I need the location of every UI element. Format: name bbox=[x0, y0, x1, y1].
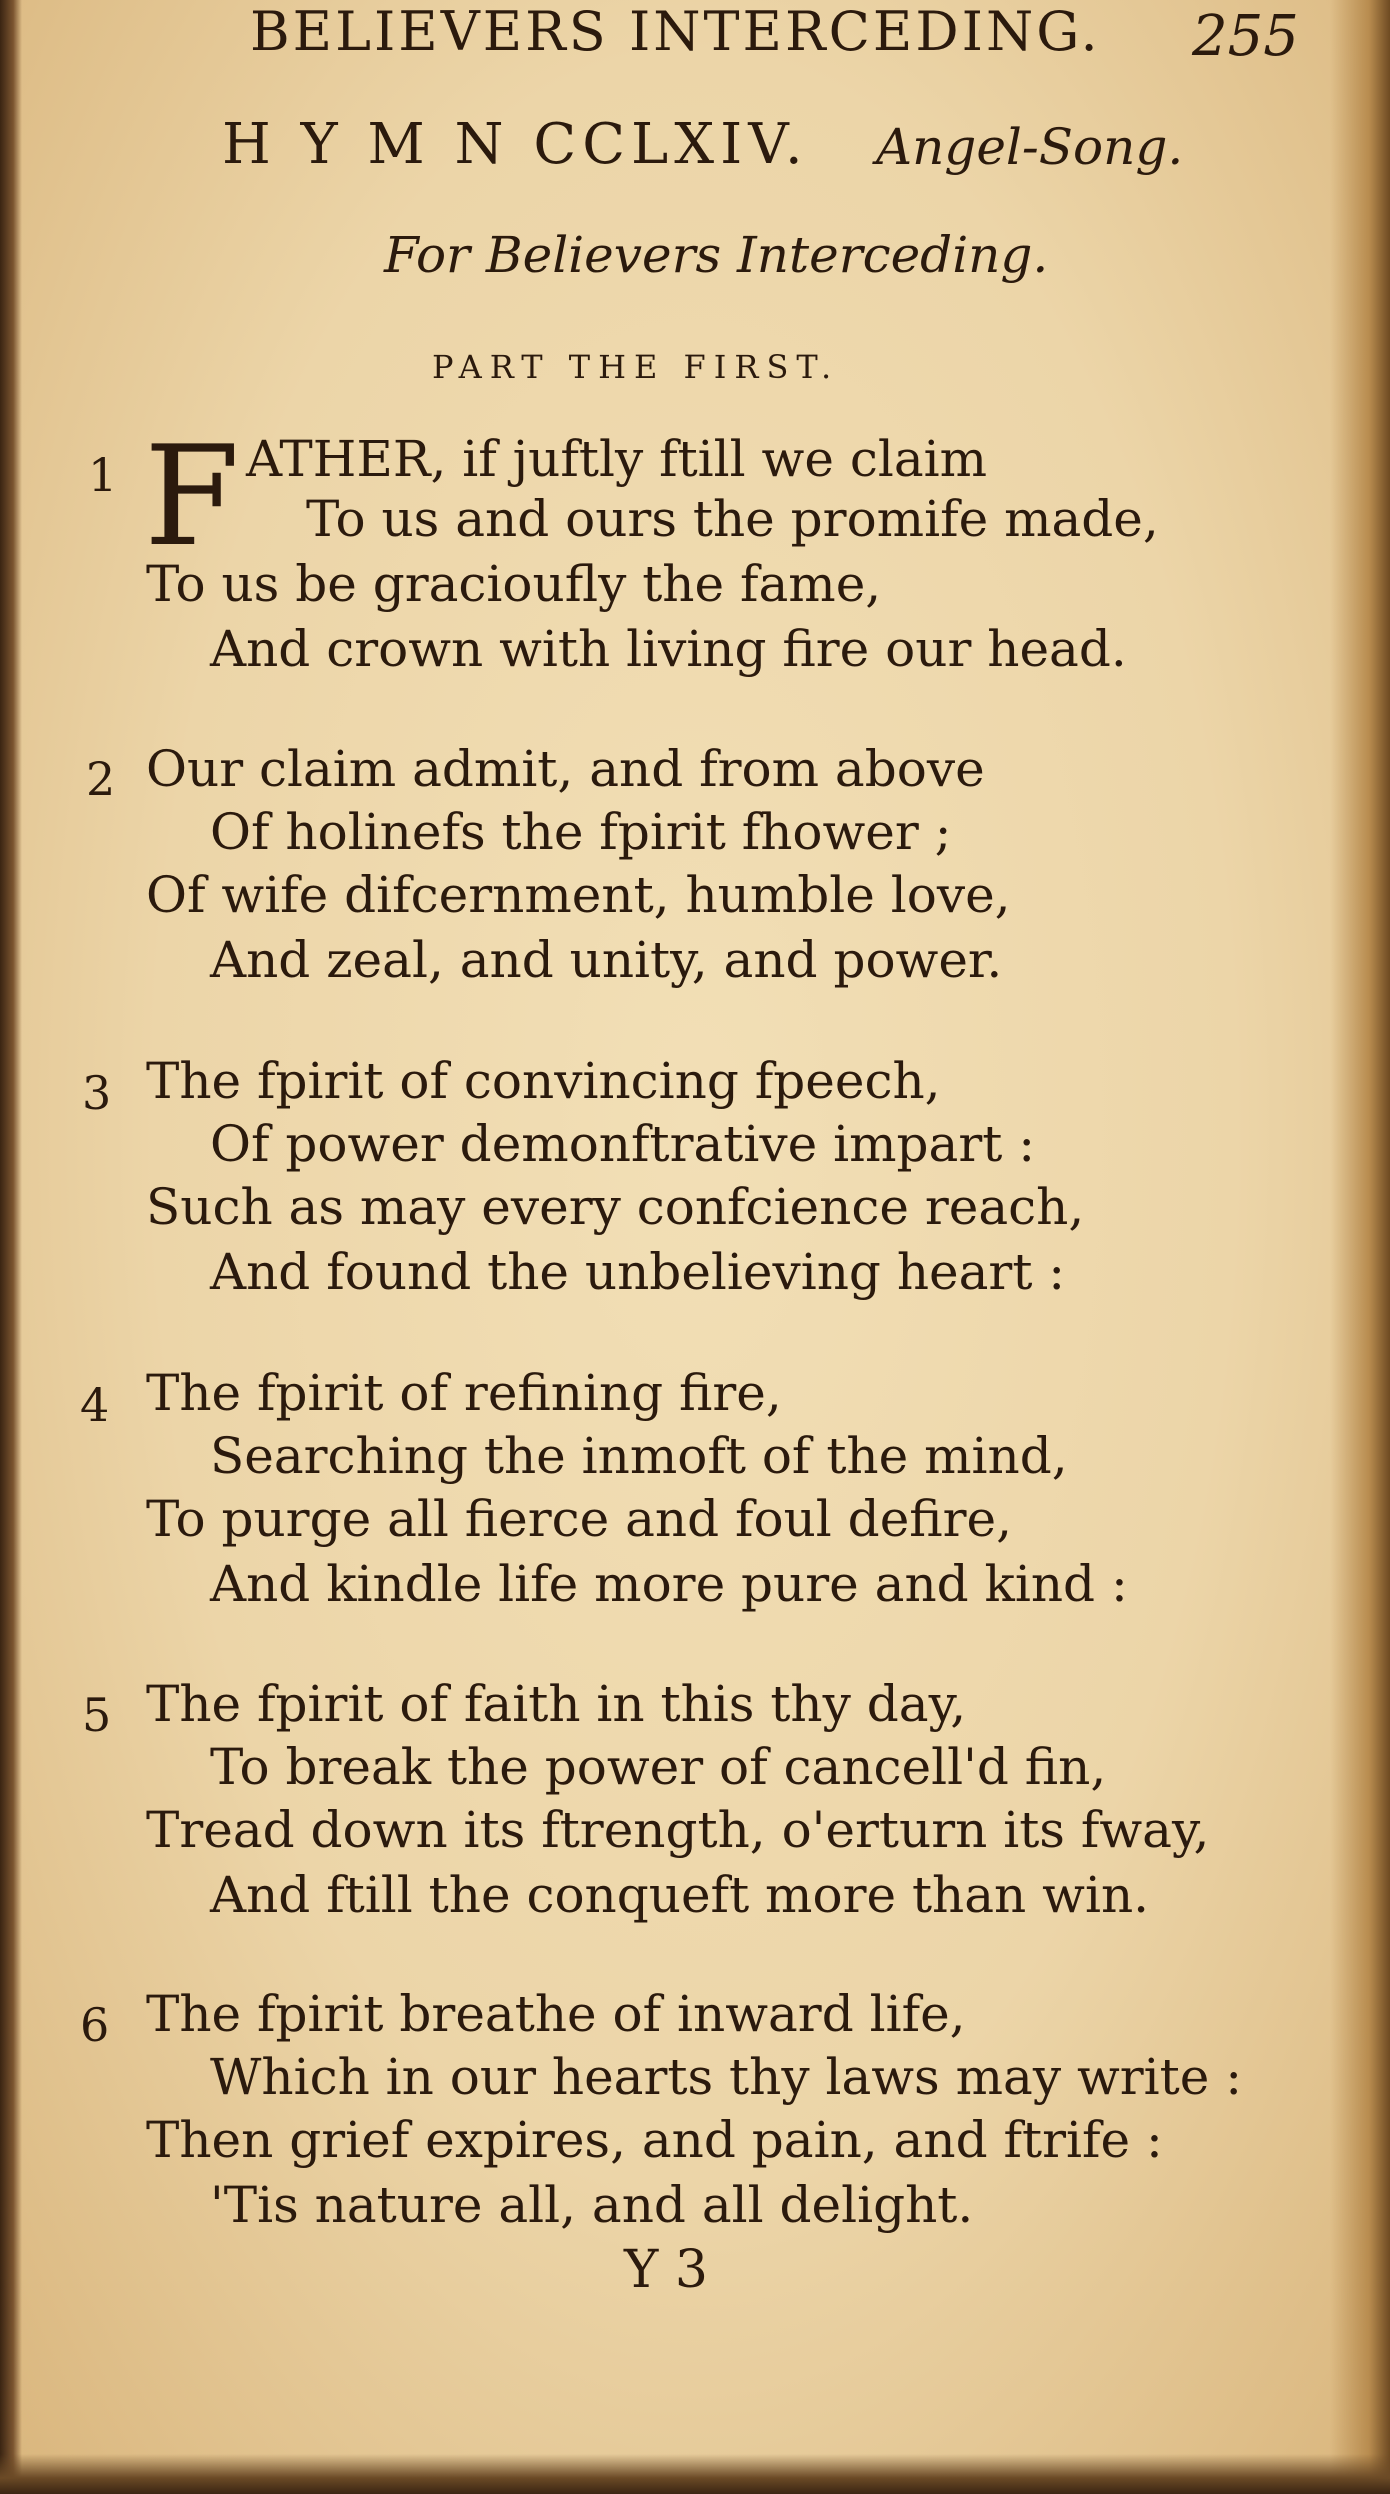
verse-line: And kindle life more pure and kind : bbox=[210, 1555, 1128, 1613]
verse-line: Of wife difcernment, humble love, bbox=[146, 866, 1011, 924]
verse-line: And crown with living fire our head. bbox=[210, 620, 1127, 678]
stanza-number: 2 bbox=[86, 752, 116, 806]
verse-line: And ftill the conqueft more than win. bbox=[210, 1866, 1150, 1924]
page-bottom-edge bbox=[0, 2454, 1390, 2494]
verse-line: Of holinefs the fpirit fhower ; bbox=[210, 803, 952, 861]
stanza-number: 3 bbox=[82, 1066, 112, 1120]
stanza-number: 5 bbox=[82, 1688, 112, 1742]
verse-line: Our claim admit, and from above bbox=[146, 740, 985, 798]
verse-line: To purge all fierce and foul defire, bbox=[146, 1490, 1013, 1548]
running-head: BELIEVERS INTERCEDING. bbox=[250, 0, 1101, 63]
verse-line: To us and ours the promife made, bbox=[306, 490, 1159, 548]
hymn-title: H Y M N CCLXIV. bbox=[222, 112, 809, 177]
stanza-number: 4 bbox=[80, 1378, 110, 1432]
hymn-tune: Angel-Song. bbox=[876, 118, 1184, 176]
verse-line: The fpirit of faith in this thy day, bbox=[146, 1675, 967, 1733]
stanza-number: 6 bbox=[80, 1998, 110, 2052]
page-gutter-shadow bbox=[0, 0, 22, 2494]
verse-line: And zeal, and unity, and power. bbox=[210, 931, 1003, 989]
verse-line: Such as may every confcience reach, bbox=[146, 1178, 1085, 1236]
verse-line: Tread down its ftrength, o'erturn its fway, bbox=[146, 1801, 1210, 1859]
drop-cap: F bbox=[144, 416, 240, 577]
hymn-subtitle: For Believers Interceding. bbox=[384, 226, 1049, 284]
verse-line: Of power demonftrative impart : bbox=[210, 1115, 1036, 1173]
verse-line: The fpirit breathe of inward life, bbox=[146, 1985, 966, 2043]
part-heading: PART THE FIRST. bbox=[432, 348, 840, 386]
stanza-number: 1 bbox=[88, 448, 118, 502]
verse-line: To us be gracioufly the fame, bbox=[146, 555, 882, 613]
verse-line: Which in our hearts thy laws may write : bbox=[210, 2048, 1243, 2106]
verse-line: 'Tis nature all, and all delight. bbox=[210, 2176, 974, 2234]
verse-line: The fpirit of convincing fpeech, bbox=[146, 1052, 941, 1110]
verse-line: ATHER, if juftly ftill we claim bbox=[246, 430, 988, 488]
verse-line: Searching the inmoft of the mind, bbox=[210, 1427, 1068, 1485]
verse-line: And found the unbelieving heart : bbox=[210, 1243, 1066, 1301]
signature-mark: Y 3 bbox=[624, 2240, 708, 2300]
page-number: 255 bbox=[1192, 4, 1299, 69]
verse-line: Then grief expires, and pain, and ftrife : bbox=[146, 2111, 1163, 2169]
verse-line: To break the power of cancell'd fin, bbox=[210, 1738, 1107, 1796]
verse-line: The fpirit of refining fire, bbox=[146, 1364, 782, 1422]
page-right-edge bbox=[1330, 0, 1390, 2494]
